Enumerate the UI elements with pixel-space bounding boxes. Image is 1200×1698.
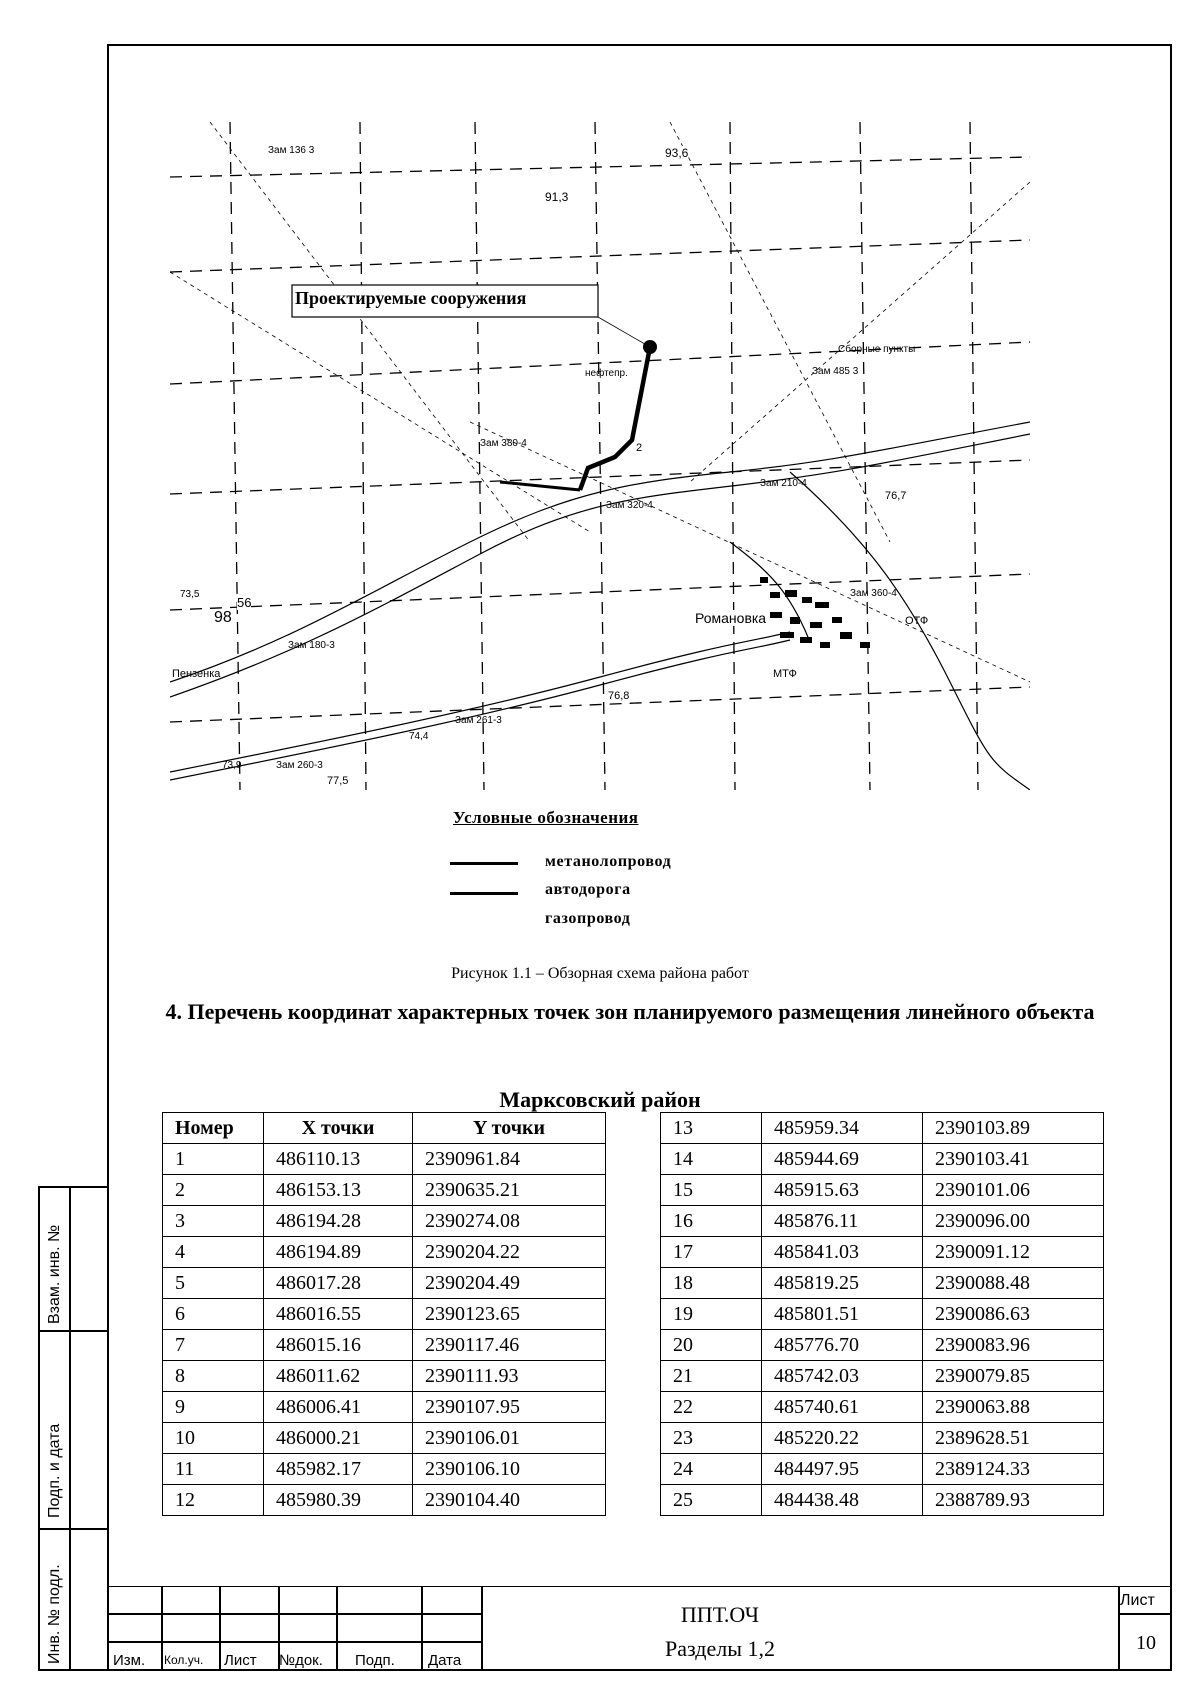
cell-x: 485841.03 [762, 1237, 923, 1268]
figure-caption: Рисунок 1.1 – Обзорная схема района работ [451, 965, 749, 982]
map-place-label: 91,3 [545, 190, 569, 204]
cell-y: 2390123.65 [413, 1299, 606, 1330]
table-row [661, 1392, 1104, 1423]
table-row [661, 1423, 1104, 1454]
cell-y: 2390086.63 [923, 1299, 1104, 1330]
map-place-label: 73,9 [222, 760, 242, 771]
cell-x: 485980.39 [264, 1485, 413, 1516]
cell-number: 22 [661, 1392, 762, 1423]
cell-x: 485876.11 [762, 1206, 923, 1237]
cell-y: 2390103.41 [923, 1144, 1104, 1175]
cell-x: 486110.13 [264, 1144, 413, 1175]
cell-number: 13 [661, 1113, 762, 1144]
cell-number: 12 [163, 1485, 264, 1516]
map-callout: Проектируемые сооружения [295, 288, 527, 308]
coordinates-table-right [660, 1112, 1104, 1516]
cell-x: 486015.16 [264, 1330, 413, 1361]
legend-item-road: автодорога [545, 881, 631, 898]
map-place-label: Зам 380-4 [480, 438, 527, 449]
cell-x: 486006.41 [264, 1392, 413, 1423]
cell-y: 2390274.08 [413, 1206, 606, 1237]
cell-y: 2390063.88 [923, 1392, 1104, 1423]
cell-number: 18 [661, 1268, 762, 1299]
table-row [163, 1144, 606, 1175]
stamp-col-docnum: №док. [279, 1652, 323, 1669]
cell-number: 2 [163, 1175, 264, 1206]
map-place-label: 74,4 [409, 731, 429, 742]
sidebar-label-replacement: Взам. инв. № [46, 1224, 63, 1324]
stamp-col-change: Изм. [113, 1652, 146, 1669]
cell-x: 485801.51 [762, 1299, 923, 1330]
map-place-label: Пензенка [172, 668, 221, 680]
legend-swatch-road [450, 892, 518, 895]
map-place-label: 56 [237, 595, 252, 610]
sheet-label: Лист [1120, 1592, 1155, 1609]
sidebar-label-original: Инв. № подл. [46, 1564, 63, 1664]
cell-x: 485944.69 [762, 1144, 923, 1175]
map-place-label: Романовка [695, 610, 767, 626]
margin-sidebar [38, 1186, 107, 1671]
cell-y: 2390106.10 [413, 1454, 606, 1485]
sidebar-cell-original [38, 1528, 107, 1671]
map-place-label: Сборные пункты [838, 344, 916, 355]
cell-y: 2390961.84 [413, 1144, 606, 1175]
cell-y: 2390104.40 [413, 1485, 606, 1516]
cell-number: 15 [661, 1175, 762, 1206]
cell-y: 2390106.01 [413, 1423, 606, 1454]
cell-x: 485819.25 [762, 1268, 923, 1299]
map-place-label: нефтепр. [585, 368, 628, 379]
table-row [163, 1454, 606, 1485]
table-row [661, 1299, 1104, 1330]
sidebar-label-signature: Подп. и дата [46, 1423, 63, 1518]
cell-y: 2390117.46 [413, 1330, 606, 1361]
cell-number: 1 [163, 1144, 264, 1175]
table-row [163, 1299, 606, 1330]
table-row [661, 1268, 1104, 1299]
cell-number: 9 [163, 1392, 264, 1423]
cell-y: 2390088.48 [923, 1268, 1104, 1299]
table-row [163, 1206, 606, 1237]
map-place-label: 76,8 [608, 690, 630, 702]
cell-number: 7 [163, 1330, 264, 1361]
table-row [661, 1237, 1104, 1268]
table-row [661, 1144, 1104, 1175]
cell-y: 2389628.51 [923, 1423, 1104, 1454]
cell-y: 2390096.00 [923, 1206, 1104, 1237]
stamp-col-count: Кол.уч. [164, 1653, 204, 1667]
sidebar-cell-replacement [38, 1186, 107, 1332]
map-place-label: Зам 210-4 [760, 478, 807, 489]
cell-number: 19 [661, 1299, 762, 1330]
cell-x: 485959.34 [762, 1113, 923, 1144]
cell-x: 486011.62 [264, 1361, 413, 1392]
cell-x: 486194.28 [264, 1206, 413, 1237]
cell-number: 20 [661, 1330, 762, 1361]
table-row [163, 1423, 606, 1454]
overview-map [170, 122, 1030, 790]
sidebar-cell-signature [38, 1330, 107, 1530]
cell-number: 11 [163, 1454, 264, 1485]
cell-x: 484438.48 [762, 1485, 923, 1516]
table-row [661, 1485, 1104, 1516]
cell-number: 4 [163, 1237, 264, 1268]
table-row [661, 1454, 1104, 1485]
cell-number: 23 [661, 1423, 762, 1454]
stamp-col-date: Дата [428, 1652, 462, 1669]
map-place-label: 77,5 [327, 775, 349, 787]
cell-number: 6 [163, 1299, 264, 1330]
cell-x: 486016.55 [264, 1299, 413, 1330]
cell-number: 24 [661, 1454, 762, 1485]
cell-number: 3 [163, 1206, 264, 1237]
cell-x: 485776.70 [762, 1330, 923, 1361]
cell-x: 485220.22 [762, 1423, 923, 1454]
table-row [163, 1361, 606, 1392]
table-header-row [163, 1113, 606, 1144]
document-code: ППТ.ОЧ [680, 1602, 760, 1627]
table-row [661, 1175, 1104, 1206]
map-place-label: 76,7 [885, 490, 907, 502]
cell-number: 16 [661, 1206, 762, 1237]
map-place-label: Зам 320-4 [606, 500, 653, 511]
district-title: Марксовский район [499, 1087, 701, 1112]
column-header-number: Номер [163, 1113, 264, 1144]
legend-swatch-methanol [450, 862, 518, 865]
map-place-label: 2 [636, 442, 643, 454]
section-heading: 4. Перечень координат характерных точек зон планируемого размещения линейного объекта [165, 999, 1095, 1024]
column-header-y: Y точки [413, 1113, 606, 1144]
cell-x: 485915.63 [762, 1175, 923, 1206]
cell-x: 485740.61 [762, 1392, 923, 1423]
map-place-label: ОТФ [905, 615, 929, 627]
legend-item-gas: газопровод [545, 910, 631, 927]
table-row [163, 1392, 606, 1423]
map-place-label: 93,6 [665, 146, 689, 160]
map-place-label: 73,5 [180, 589, 200, 600]
cell-x: 485982.17 [264, 1454, 413, 1485]
map-place-label: МТФ [773, 668, 797, 680]
map-place-label: Зам 136 3 [268, 145, 315, 156]
table-row [661, 1361, 1104, 1392]
map-place-label: Зам 485 3 [812, 366, 859, 377]
stamp-col-signature: Подп. [355, 1652, 395, 1669]
cell-x: 486017.28 [264, 1268, 413, 1299]
cell-y: 2389124.33 [923, 1454, 1104, 1485]
cell-number: 17 [661, 1237, 762, 1268]
map-place-label: Зам 180-3 [288, 640, 335, 651]
cell-y: 2390101.06 [923, 1175, 1104, 1206]
map-place-label: Зам 360-4 [850, 588, 897, 599]
column-header-x: X точки [264, 1113, 413, 1144]
table-row [163, 1485, 606, 1516]
cell-y: 2388789.93 [923, 1485, 1104, 1516]
cell-number: 8 [163, 1361, 264, 1392]
stamp-col-sheet: Лист [224, 1652, 257, 1669]
sheet-number: 10 [1136, 1632, 1156, 1654]
table-row [163, 1268, 606, 1299]
cell-y: 2390091.12 [923, 1237, 1104, 1268]
cell-y: 2390103.89 [923, 1113, 1104, 1144]
map-place-label: Зам 261-3 [455, 715, 502, 726]
cell-x: 484497.95 [762, 1454, 923, 1485]
table-row [163, 1330, 606, 1361]
legend-title: Условные обозначения [453, 808, 639, 827]
cell-number: 5 [163, 1268, 264, 1299]
table-row [661, 1113, 1104, 1144]
cell-y: 2390204.49 [413, 1268, 606, 1299]
document-sections: Разделы 1,2 [664, 1636, 775, 1661]
cell-number: 10 [163, 1423, 264, 1454]
map-place-label: Зам 260-3 [276, 760, 323, 771]
map-place-label: 98 [214, 609, 232, 626]
cell-y: 2390083.96 [923, 1330, 1104, 1361]
cell-y: 2390204.22 [413, 1237, 606, 1268]
cell-number: 14 [661, 1144, 762, 1175]
cell-number: 21 [661, 1361, 762, 1392]
cell-x: 486194.89 [264, 1237, 413, 1268]
table-row [661, 1330, 1104, 1361]
cell-y: 2390111.93 [413, 1361, 606, 1392]
coordinates-table-left [162, 1112, 606, 1516]
cell-x: 486000.21 [264, 1423, 413, 1454]
table-row [163, 1175, 606, 1206]
cell-y: 2390107.95 [413, 1392, 606, 1423]
table-row [661, 1206, 1104, 1237]
table-row [163, 1237, 606, 1268]
cell-y: 2390079.85 [923, 1361, 1104, 1392]
cell-number: 25 [661, 1485, 762, 1516]
cell-x: 485742.03 [762, 1361, 923, 1392]
cell-x: 486153.13 [264, 1175, 413, 1206]
cell-y: 2390635.21 [413, 1175, 606, 1206]
legend-item-methanol: метанолопровод [545, 853, 672, 870]
